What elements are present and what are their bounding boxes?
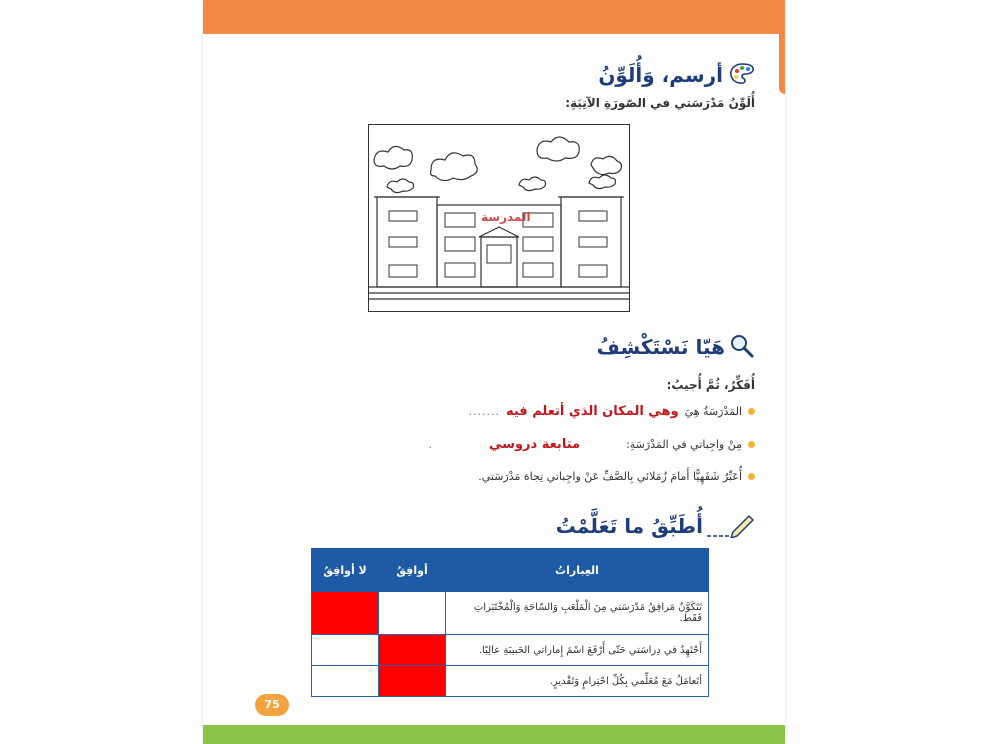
disagree-cell[interactable] [312, 635, 379, 666]
answer-blank-dots: ....... [468, 405, 500, 418]
school-drawing [368, 124, 630, 312]
bullet-dot [748, 408, 755, 415]
question-item [478, 470, 755, 483]
page-number: 75 [255, 694, 289, 716]
bullet-dot [748, 473, 755, 480]
textbook-page [203, 0, 785, 744]
section-draw-color-title: أرسم، وَأُلَوِّنُ [598, 62, 755, 91]
header-statements: العِباراتُ [446, 549, 709, 592]
statement-cell: أَجْتَهِدُ في دِراسَتي حَتّى أَرْفَعَ اسْمَ إِماراتي الحَبيبَةِ عالِيًا. [446, 635, 709, 666]
question-text: المَدْرَسَةُ هِيَ [684, 405, 742, 418]
question-text: مِنْ واجِباتي في المَدْرَسَةِ: [626, 438, 742, 451]
statement-cell: تَتَكَوَّنُ مَرافِقُ مَدْرَسَتي مِنَ الْمَلْعَبِ وَالسّاحَةِ وَالْمُخْتَبَراتِ فَقَط. [446, 592, 709, 635]
bullet-dot [748, 441, 755, 448]
header-agree: أوافِقُ [379, 549, 446, 592]
answer-text[interactable]: متابعة دروسي [489, 437, 581, 452]
statement-cell: أتَعامَلُ مَعَ مُعَلِّمي بِكُلِّ احْتِرامٍ وَتَقْديرٍ. [446, 666, 709, 697]
answer-text[interactable]: وهي المكان الذي أتعلم فيه [505, 404, 679, 419]
magnifier-icon [729, 333, 755, 364]
palette-icon [729, 62, 755, 91]
agree-cell[interactable] [379, 592, 446, 635]
agree-cell-marked[interactable] [379, 635, 446, 666]
table-row [312, 592, 709, 635]
header-disagree: لا أوافِقُ [312, 549, 379, 592]
cloud-outlines [374, 137, 622, 193]
answer-blank-dots: . [428, 438, 434, 451]
agree-cell-marked[interactable] [379, 666, 446, 697]
table-row [312, 666, 709, 697]
question-item [468, 404, 755, 419]
school-sign: المدرسة [481, 210, 531, 224]
bottom-color-band [203, 725, 785, 744]
disagree-cell[interactable] [312, 666, 379, 697]
top-color-band [203, 0, 785, 34]
table-row [312, 635, 709, 666]
section-apply-title: أُطَبِّقُ ما تَعَلَّمْتُ [556, 512, 755, 543]
disagree-cell-marked[interactable] [312, 592, 379, 635]
coloring-instruction: أُلَوِّنُ مَدْرَسَتي في الصّورَةِ الآتِيَةِ: [565, 96, 755, 110]
question-item [429, 437, 755, 452]
section-explore-title: هَيّا نَسْتَكْشِفُ [597, 333, 755, 364]
question-text: أُعَبِّرُ شَفَهِيًّا أَمامَ زُمَلائي بِالصَّفِّ عَنْ واجِباتي تِجاهَ مَدْرَسَتي. [478, 470, 742, 483]
edge-tab [779, 34, 785, 94]
pencil-icon [707, 512, 755, 543]
think-answer-prompt: أُفَكِّرُ، ثُمَّ أُجيبُ: [666, 378, 755, 392]
agree-disagree-table [311, 548, 709, 697]
